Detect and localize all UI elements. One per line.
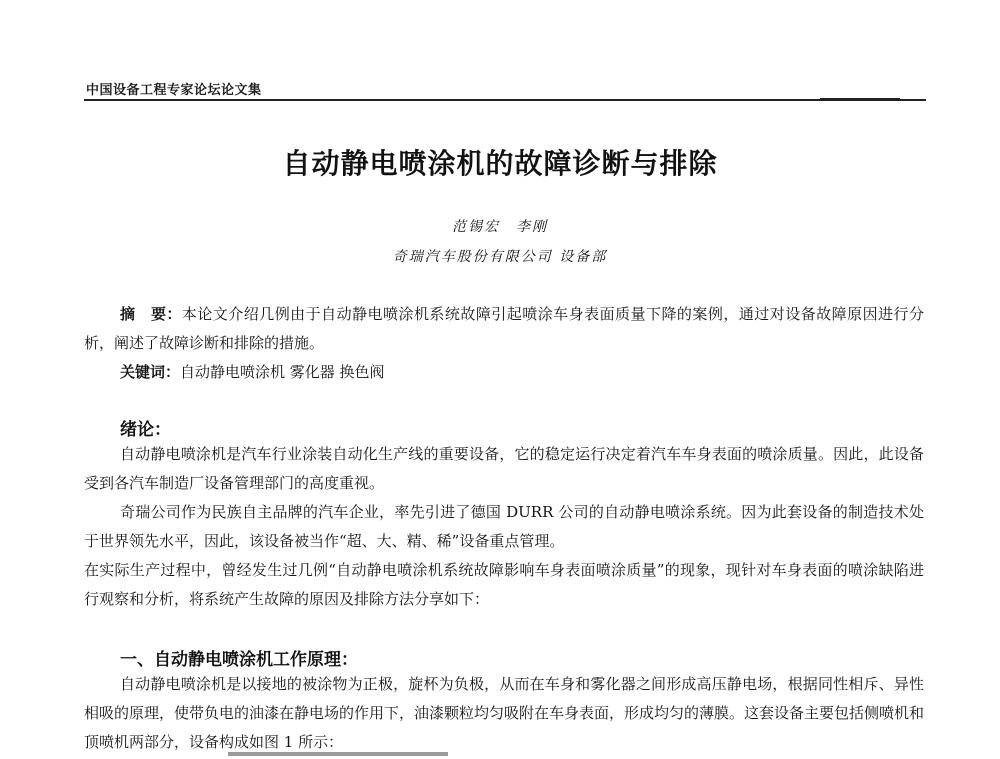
intro-body bbox=[84, 440, 924, 614]
keywords-label: 关键词： bbox=[120, 363, 181, 381]
authors: 范锡宏 李刚 bbox=[452, 219, 548, 235]
abstract bbox=[84, 300, 924, 358]
header-rule-accent bbox=[820, 98, 900, 101]
affiliation: 奇瑞汽车股份有限公司 设备部 bbox=[392, 249, 608, 265]
intro-paragraph-1: 自动静电喷涂机是汽车行业涂装自动化生产线的重要设备，它的稳定运行决定着汽车车身表面的喷涂质量。因此，此设备受到各汽车制造厂设备管理部门的高度重视。 bbox=[84, 445, 924, 492]
intro-paragraph-3: 在实际生产过程中，曾经发生过几例“自动静电喷涂机系统故障影响车身表面喷涂质量”的现象，现针对车身表面的喷涂缺陷进行观察和分析，将系统产生故障的原因及排除方法分享如下： bbox=[84, 561, 924, 608]
figure-1-top-edge bbox=[228, 752, 448, 756]
abstract-label: 摘 要： bbox=[120, 305, 182, 323]
intro-paragraph-2: 奇瑞公司作为民族自主品牌的汽车企业，率先引进了德国 DURR 公司的自动静电喷涂系统。因为此套设备的制造技术处于世界领先水平，因此，该设备被当作“超、大、精、稀”设备重点管理。 bbox=[84, 503, 924, 550]
abstract-text: 本论文介绍几例由于自动静电喷涂机系统故障引起喷涂车身表面质量下降的案例，通过对设备故障原因进行分析，阐述了故障诊断和排除的措施。 bbox=[84, 305, 924, 352]
section1-paragraph-1: 自动静电喷涂机是以接地的被涂物为正极，旋杯为负极，从而在车身和雾化器之间形成高压静电场，根据同性相斥、异性相吸的原理，使带负电的油漆在静电场的作用下，油漆颗粒均匀吸附在车身表面，形成均匀的薄膜。这套设备主要包括侧喷机和顶喷机两部分，设备构成如图 1 所示： bbox=[84, 675, 925, 751]
section1-body bbox=[84, 670, 924, 757]
keywords-text: 自动静电喷涂机 雾化器 换色阀 bbox=[180, 363, 385, 381]
header-rule bbox=[84, 99, 926, 101]
running-header: 中国设备工程专家论坛论文集 bbox=[86, 83, 262, 98]
intro-heading: 绪论： bbox=[120, 420, 171, 440]
keywords bbox=[84, 358, 924, 387]
section1-heading: 一、自动静电喷涂机工作原理： bbox=[120, 650, 358, 670]
paper-title: 自动静电喷涂机的故障诊断与排除 bbox=[282, 147, 718, 180]
